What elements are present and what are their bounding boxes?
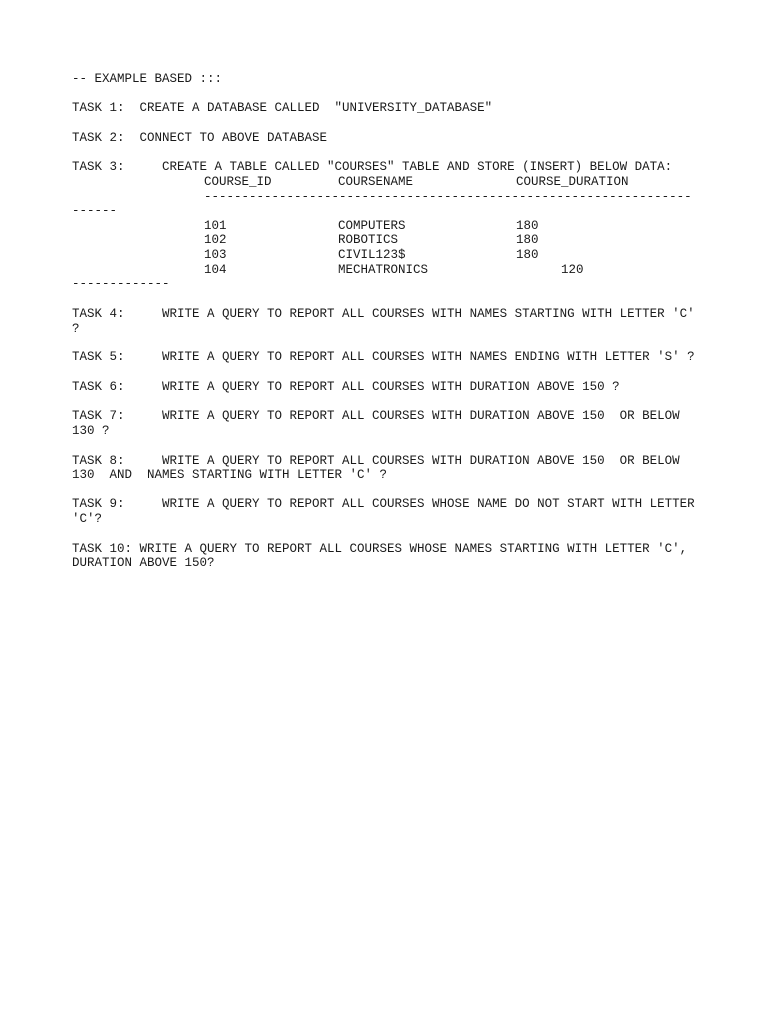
table-cell-name: MECHATRONICS	[338, 263, 429, 277]
table-header-course-duration: COURSE_DURATION	[516, 175, 629, 189]
table-cell-name: ROBOTICS	[338, 233, 399, 247]
task-10: TASK 10: WRITE A QUERY TO REPORT ALL COURSES WHOSE NAMES STARTING WITH LETTER 'C',	[72, 542, 688, 556]
task-3: TASK 3: CREATE A TABLE CALLED "COURSES" TABLE AND STORE (INSERT) BELOW DATA:	[72, 160, 673, 174]
table-cell-id: 103	[204, 248, 227, 262]
task-10-continued: DURATION ABOVE 150?	[72, 556, 215, 570]
table-cell-id: 102	[204, 233, 227, 247]
table-rule-bottom: -------------	[72, 277, 170, 291]
heading: -- EXAMPLE BASED :::	[72, 72, 223, 86]
table-cell-name: COMPUTERS	[338, 219, 406, 233]
task-8: TASK 8: WRITE A QUERY TO REPORT ALL COURSES WITH DURATION ABOVE 150 OR BELOW	[72, 454, 680, 468]
task-2: TASK 2: CONNECT TO ABOVE DATABASE	[72, 131, 328, 145]
table-cell-duration: 120	[561, 263, 584, 277]
task-7: TASK 7: WRITE A QUERY TO REPORT ALL COURSES WITH DURATION ABOVE 150 OR BELOW	[72, 409, 680, 423]
table-cell-duration: 180	[516, 233, 539, 247]
task-9: TASK 9: WRITE A QUERY TO REPORT ALL COURSES WHOSE NAME DO NOT START WITH LETTER	[72, 497, 695, 511]
table-cell-id: 104	[204, 263, 227, 277]
task-6: TASK 6: WRITE A QUERY TO REPORT ALL COURSES WITH DURATION ABOVE 150 ?	[72, 380, 620, 394]
task-9-continued: 'C'?	[72, 512, 103, 526]
task-1: TASK 1: CREATE A DATABASE CALLED "UNIVERSITY_DATABASE"	[72, 101, 493, 115]
task-4: TASK 4: WRITE A QUERY TO REPORT ALL COURSES WITH NAMES STARTING WITH LETTER 'C'	[72, 307, 695, 321]
task-5: TASK 5: WRITE A QUERY TO REPORT ALL COURSES WITH NAMES ENDING WITH LETTER 'S' ?	[72, 350, 695, 364]
task-7-continued: 130 ?	[72, 424, 110, 438]
table-cell-id: 101	[204, 219, 227, 233]
table-header-coursename: COURSENAME	[338, 175, 414, 189]
task-8-continued: 130 AND NAMES STARTING WITH LETTER 'C' ?	[72, 468, 388, 482]
table-rule-top: -----------------------------------------------------------------	[204, 190, 692, 204]
task-4-continued: ?	[72, 322, 80, 336]
table-header-course-id: COURSE_ID	[204, 175, 272, 189]
table-cell-duration: 180	[516, 248, 539, 262]
table-cell-name: CIVIL123$	[338, 248, 406, 262]
table-rule-top-wrap: ------	[72, 204, 118, 218]
table-cell-duration: 180	[516, 219, 539, 233]
